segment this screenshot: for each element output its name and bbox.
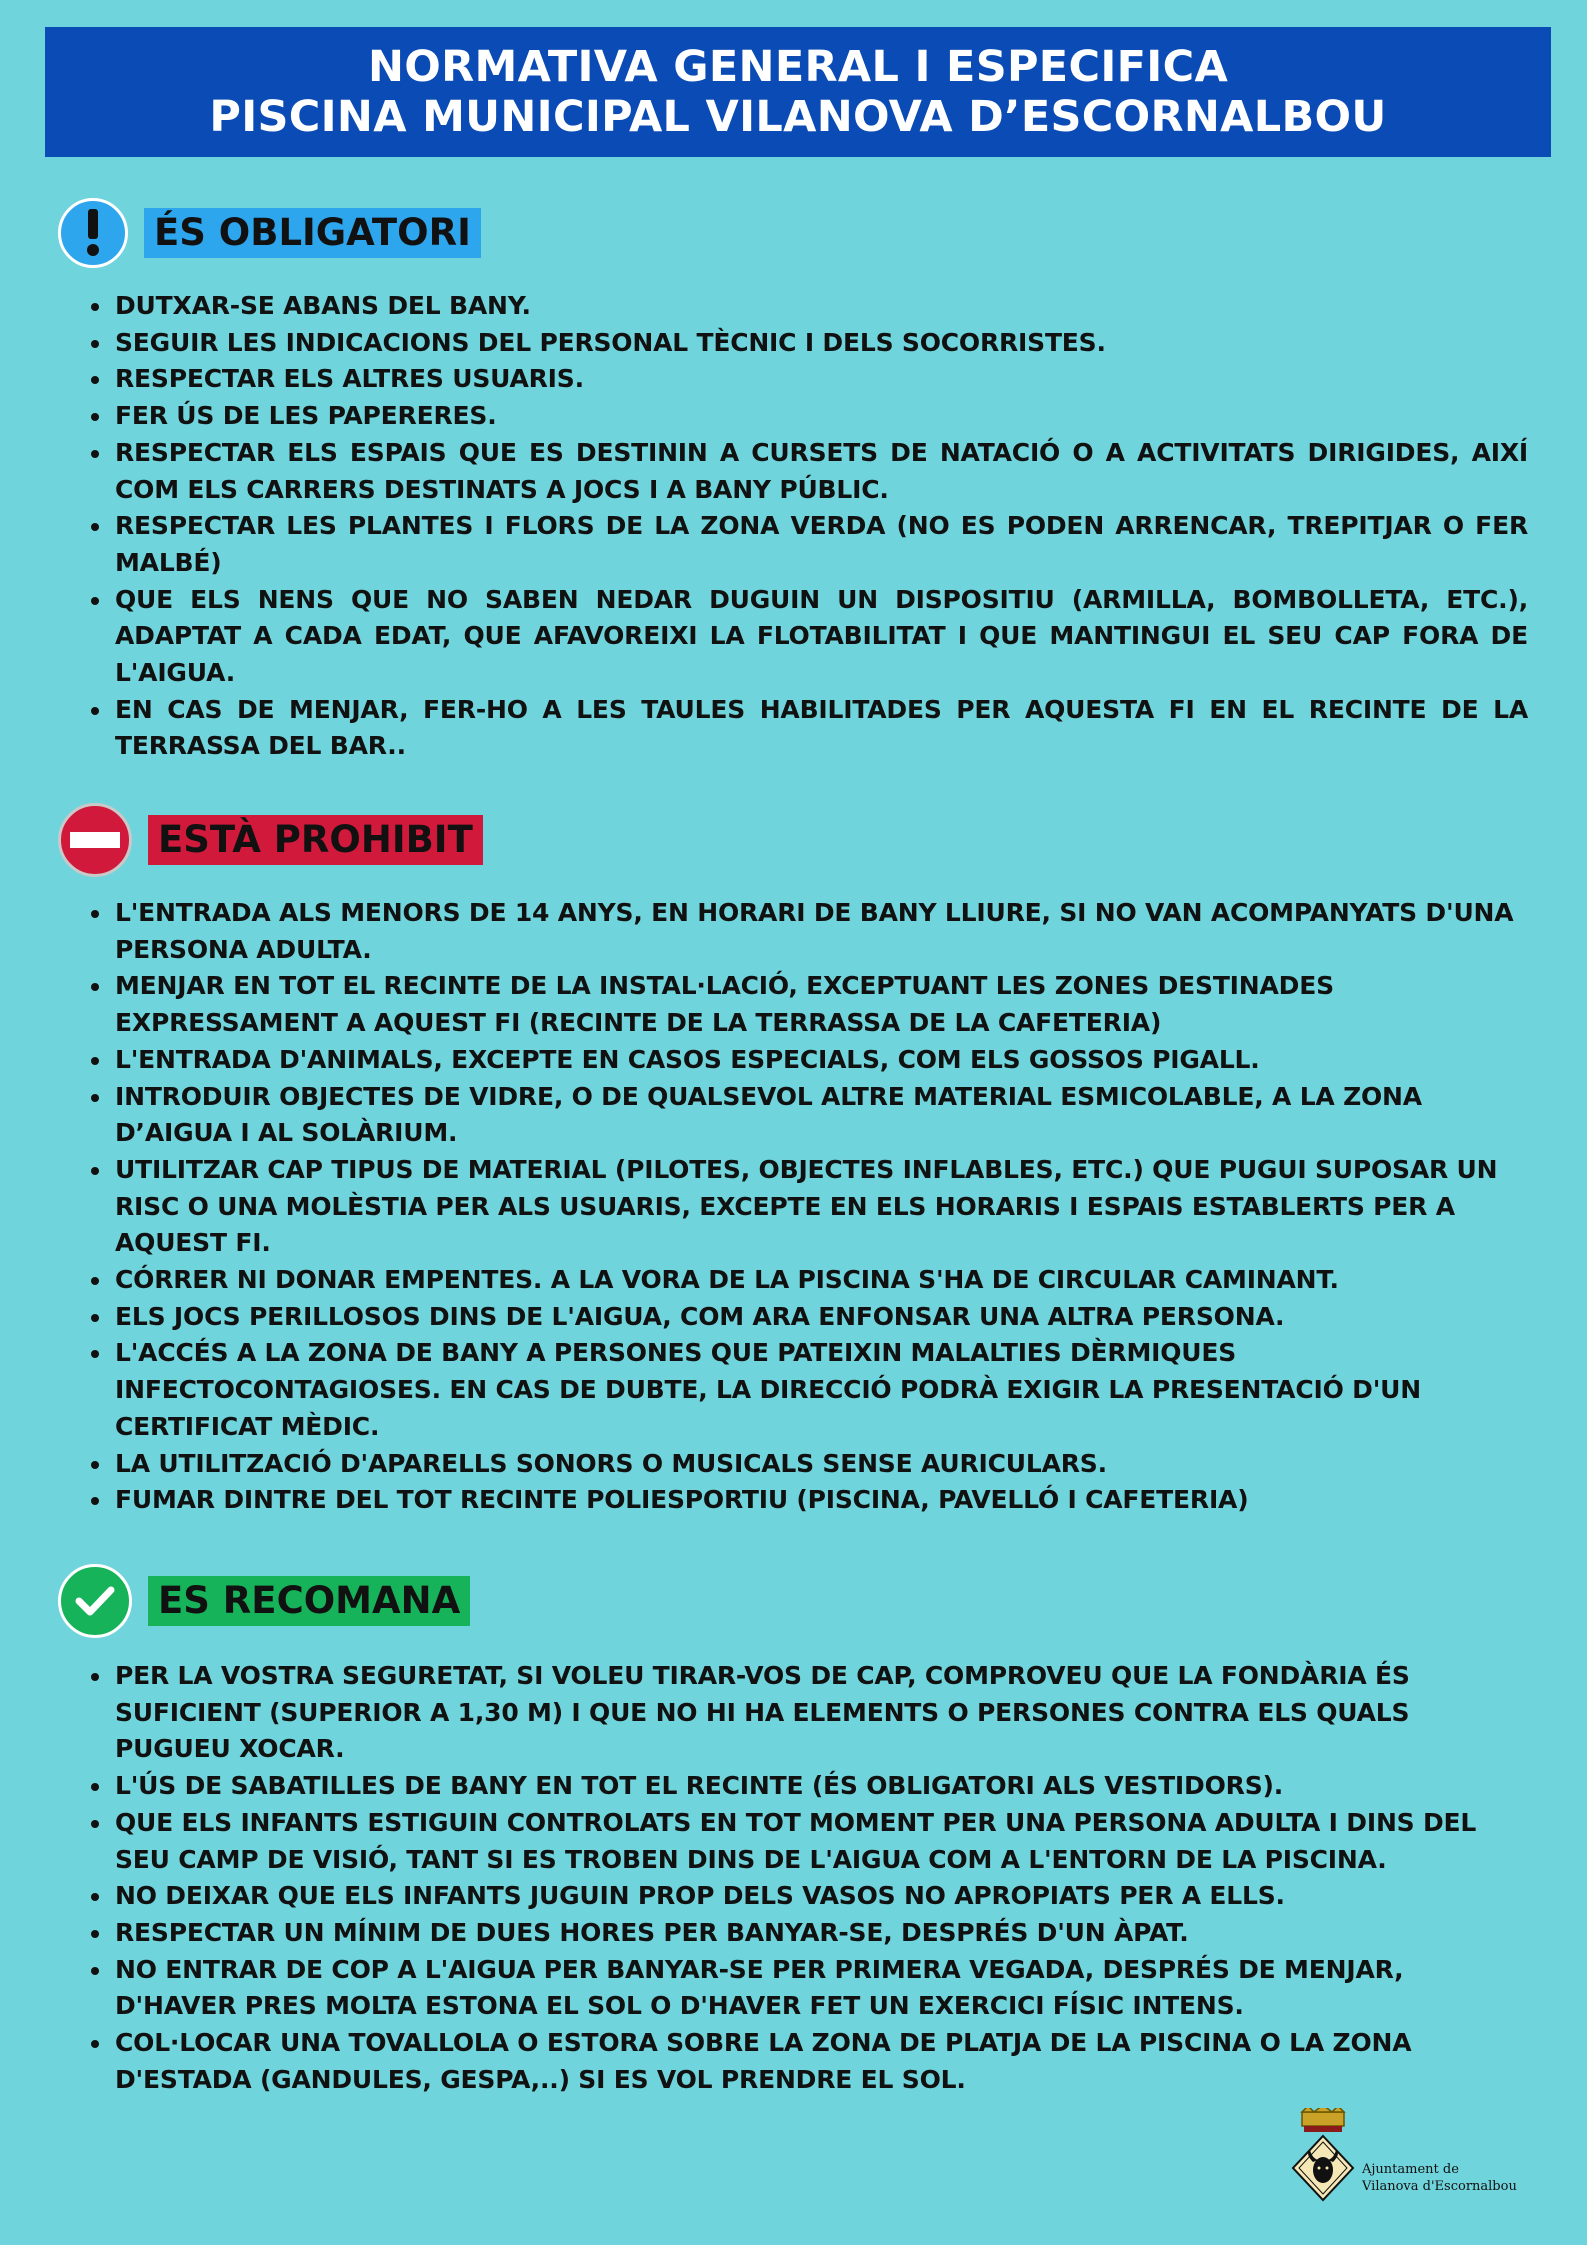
town-council-logo bbox=[1290, 2108, 1517, 2208]
obligatori-rule-list bbox=[82, 288, 1528, 765]
obligatori-rule-item: FER ÚS DE LES PAPERERES. bbox=[82, 398, 1528, 435]
prohibit-rule-item: ELS JOCS PERILLOSOS DINS DE L'AIGUA, COM ARA ENFONSAR UNA ALTRA PERSONA. bbox=[82, 1299, 1528, 1336]
obligatori-rule-item: RESPECTAR ELS ALTRES USUARIS. bbox=[82, 361, 1528, 398]
logo-line-2: Vilanova d'Escornalbou bbox=[1362, 2179, 1517, 2194]
section-title-prohibit: ESTÀ PROHIBIT bbox=[148, 815, 483, 865]
exclamation-icon bbox=[58, 198, 128, 268]
prohibit-rule-item: UTILITZAR CAP TIPUS DE MATERIAL (PILOTES, OBJECTES INFLABLES, ETC.) QUE PUGUI SUPOSAR UN RISC O UNA MOLÈSTIA PER ALS USUARIS, EXCEPTE EN ELS HORARIS I ESPAIS ESTABLERTS PER A AQUEST FI. bbox=[82, 1152, 1528, 1262]
page-title-line-2: PISCINA MUNICIPAL VILANOVA D’ESCORNALBOU bbox=[209, 92, 1387, 142]
prohibit-rule-list bbox=[82, 895, 1528, 1519]
obligatori-rule-item: SEGUIR LES INDICACIONS DEL PERSONAL TÈCNIC I DELS SOCORRISTES. bbox=[82, 325, 1528, 362]
page-header bbox=[45, 27, 1551, 157]
page-title-line-1: NORMATIVA GENERAL I ESPECIFICA bbox=[367, 42, 1229, 92]
recomana-rule-item: QUE ELS INFANTS ESTIGUIN CONTROLATS EN TOT MOMENT PER UNA PERSONA ADULTA I DINS DEL SEU CAMP DE VISIÓ, TANT SI ES TROBEN DINS DE L'AIGUA COM A L'ENTORN DE LA PISCINA. bbox=[82, 1805, 1528, 1878]
recomana-rule-list bbox=[82, 1658, 1528, 2098]
prohibit-rule-item: INTRODUIR OBJECTES DE VIDRE, O DE QUALSEVOL ALTRE MATERIAL ESMICOLABLE, A LA ZONA D’AIGUA I AL SOLÀRIUM. bbox=[82, 1079, 1528, 1152]
obligatori-rule-item: RESPECTAR ELS ESPAIS QUE ES DESTININ A CURSETS DE NATACIÓ O A ACTIVITATS DIRIGIDES, AIXÍ COM ELS CARRERS DESTINATS A JOCS I A BANY PÚBLIC. bbox=[82, 435, 1528, 508]
prohibit-rule-item: L'ACCÉS A LA ZONA DE BANY A PERSONES QUE PATEIXIN MALALTIES DÈRMIQUES INFECTOCONTAGIOSES. EN CAS DE DUBTE, LA DIRECCIÓ PODRÀ EXIGIR LA PRESENTACIÓ D'UN CERTIFICAT MÈDIC. bbox=[82, 1335, 1528, 1445]
obligatori-rule-item: EN CAS DE MENJAR, FER-HO A LES TAULES HABILITADES PER AQUESTA FI EN EL RECINTE DE LA TERRASSA DEL BAR.. bbox=[82, 692, 1528, 765]
obligatori-rule-item: RESPECTAR LES PLANTES I FLORS DE LA ZONA VERDA (NO ES PODEN ARRENCAR, TREPITJAR O FER MALBÉ) bbox=[82, 508, 1528, 581]
section-title-obligatori: ÉS OBLIGATORI bbox=[144, 208, 481, 258]
recomana-rule-item: COL·LOCAR UNA TOVALLOLA O ESTORA SOBRE LA ZONA DE PLATJA DE LA PISCINA O LA ZONA D'ESTADA (GANDULES, GESPA,..) SI ES VOL PRENDRE EL SOL. bbox=[82, 2025, 1528, 2098]
prohibit-rule-item: CÓRRER NI DONAR EMPENTES. A LA VORA DE LA PISCINA S'HA DE CIRCULAR CAMINANT. bbox=[82, 1262, 1528, 1299]
recomana-rule-item: L'ÚS DE SABATILLES DE BANY EN TOT EL RECINTE (ÉS OBLIGATORI ALS VESTIDORS). bbox=[82, 1768, 1528, 1805]
obligatori-rule-item: DUTXAR-SE ABANS DEL BANY. bbox=[82, 288, 1528, 325]
logo-line-1: Ajuntament de bbox=[1362, 2162, 1459, 2177]
checkmark-icon bbox=[58, 1564, 132, 1638]
section-title-recomana: ES RECOMANA bbox=[148, 1576, 470, 1626]
section-header-obligatori bbox=[58, 198, 481, 268]
recomana-rule-item: NO ENTRAR DE COP A L'AIGUA PER BANYAR-SE PER PRIMERA VEGADA, DESPRÉS DE MENJAR, D'HAVER PRES MOLTA ESTONA EL SOL O D'HAVER FET UN EXERCICI FÍSIC INTENS. bbox=[82, 1952, 1528, 2025]
recomana-rule-item: RESPECTAR UN MÍNIM DE DUES HORES PER BANYAR-SE, DESPRÉS D'UN ÀPAT. bbox=[82, 1915, 1528, 1952]
section-header-prohibit bbox=[58, 803, 483, 877]
prohibit-rule-item: LA UTILITZACIÓ D'APARELLS SONORS O MUSICALS SENSE AURICULARS. bbox=[82, 1446, 1528, 1483]
prohibit-rule-item: L'ENTRADA ALS MENORS DE 14 ANYS, EN HORARI DE BANY LLIURE, SI NO VAN ACOMPANYATS D'UNA PERSONA ADULTA. bbox=[82, 895, 1528, 968]
prohibit-rule-item: FUMAR DINTRE DEL TOT RECINTE POLIESPORTIU (PISCINA, PAVELLÓ I CAFETERIA) bbox=[82, 1482, 1528, 1519]
prohibit-rule-item: MENJAR EN TOT EL RECINTE DE LA INSTAL·LACIÓ, EXCEPTUANT LES ZONES DESTINADES EXPRESSAMENT A AQUEST FI (RECINTE DE LA TERRASSA DE LA CAFETERIA) bbox=[82, 968, 1528, 1041]
no-entry-icon bbox=[58, 803, 132, 877]
logo-text bbox=[1362, 2161, 1517, 2195]
recomana-rule-item: PER LA VOSTRA SEGURETAT, SI VOLEU TIRAR-VOS DE CAP, COMPROVEU QUE LA FONDÀRIA ÉS SUFICIENT (SUPERIOR A 1,30 M) I QUE NO HI HA ELEMENTS O PERSONES CONTRA ELS QUALS PUGUEU XOCAR. bbox=[82, 1658, 1528, 1768]
obligatori-rule-item: QUE ELS NENS QUE NO SABEN NEDAR DUGUIN UN DISPOSITIU (ARMILLA, BOMBOLLETA, ETC.), ADAPTAT A CADA EDAT, QUE AFAVOREIXI LA FLOTABILITAT I QUE MANTINGUI EL SEU CAP FORA DE L'AIGUA. bbox=[82, 582, 1528, 692]
recomana-rule-item: NO DEIXAR QUE ELS INFANTS JUGUIN PROP DELS VASOS NO APROPIATS PER A ELLS. bbox=[82, 1878, 1528, 1915]
municipal-coat-of-arms-icon bbox=[1290, 2108, 1356, 2208]
prohibit-rule-item: L'ENTRADA D'ANIMALS, EXCEPTE EN CASOS ESPECIALS, COM ELS GOSSOS PIGALL. bbox=[82, 1042, 1528, 1079]
section-header-recomana bbox=[58, 1564, 470, 1638]
